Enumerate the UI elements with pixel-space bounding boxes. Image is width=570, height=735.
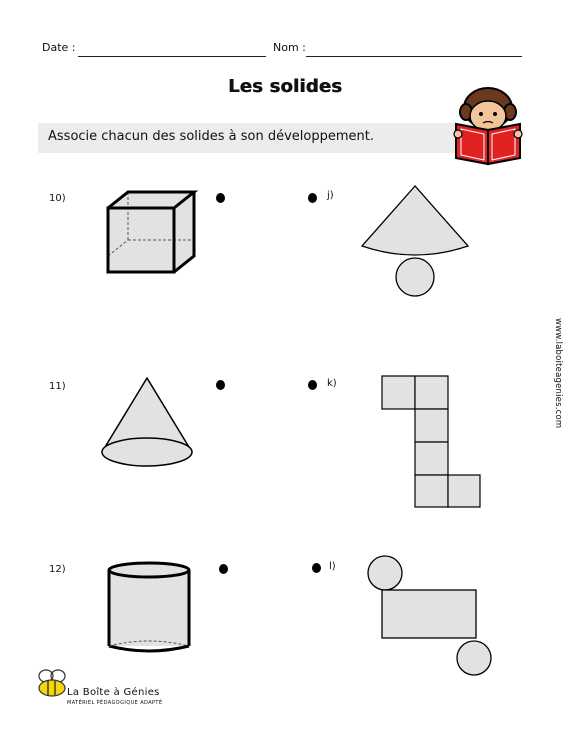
solid-dot-12[interactable]: [219, 564, 228, 574]
cylinder-icon: [106, 560, 192, 655]
net-letter-j: j): [327, 190, 334, 201]
cylinder-net-icon: [366, 554, 494, 678]
logo-tagline: MATÉRIEL PÉDAGOGIQUE ADAPTÉ: [67, 700, 163, 706]
solid-dot-10[interactable]: [216, 193, 225, 203]
date-label: Date :: [42, 41, 76, 54]
item-number-12: 12): [49, 564, 66, 575]
name-field[interactable]: [306, 56, 522, 57]
logo-name: La Boîte à Génies: [67, 687, 160, 698]
name-label: Nom :: [273, 41, 306, 54]
net-dot-l[interactable]: [312, 563, 321, 573]
cube-net-icon: [380, 374, 482, 509]
net-letter-k: k): [327, 378, 337, 389]
cube-icon: [100, 190, 200, 280]
reading-child-icon: [450, 86, 530, 168]
item-number-10: 10): [49, 193, 66, 204]
net-letter-l: l): [329, 561, 336, 572]
solid-dot-11[interactable]: [216, 380, 225, 390]
website-url: www.laboiteagenies.com: [553, 318, 563, 429]
bee-logo-icon: [36, 668, 70, 698]
cone-net-icon: [360, 184, 470, 299]
cone-icon: [100, 376, 195, 471]
net-dot-k[interactable]: [308, 380, 317, 390]
instruction-text: Associe chacun des solides à son développement.: [48, 129, 374, 144]
page-title: Les solides: [227, 76, 343, 97]
net-dot-j[interactable]: [308, 193, 317, 203]
date-field[interactable]: [78, 56, 266, 57]
item-number-11: 11): [49, 381, 66, 392]
